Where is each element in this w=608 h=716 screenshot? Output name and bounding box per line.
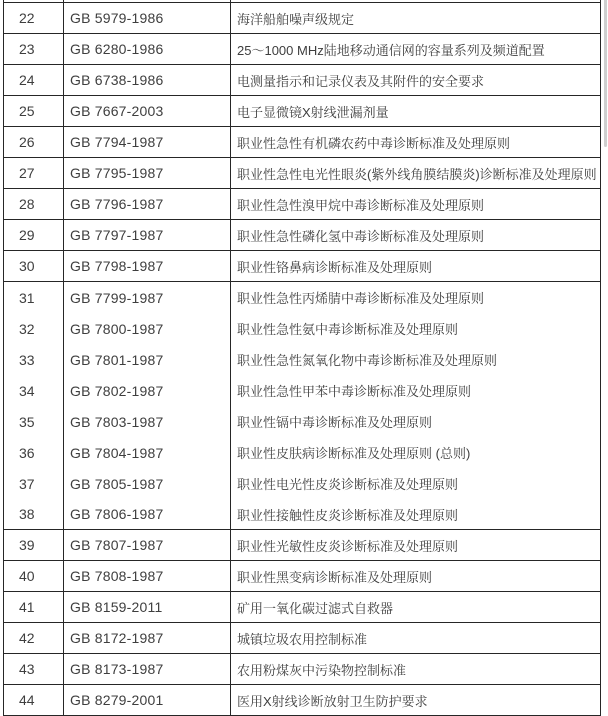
standard-title-cell: 医用X射线诊断放射卫生防护要求 [237,693,428,709]
standard-code-cell: GB 6280-1986 [64,34,231,64]
standard-code-cell: GB 7797-1987 [64,220,231,250]
table-row [4,220,600,251]
row-number-cell: 23 [4,34,64,64]
standard-code-cell: GB 7667-2003 [64,96,231,126]
row-number-cell: 29 [4,220,64,250]
standard-code-cell: GB 7804-1987 [64,437,231,468]
row-number-cell: 43 [4,654,64,684]
table-row [4,654,600,685]
standard-title-cell: 电子显微镜X射线泄漏剂量 [237,104,389,120]
row-number-cell: 22 [4,3,64,33]
row-number-cell: 27 [4,158,64,188]
standard-code-cell: GB 7807-1987 [64,530,231,560]
standard-title-cell: 矿用一氧化碳过滤式自救器 [237,600,394,616]
standard-code-cell: GB 7808-1987 [64,561,231,591]
table-row [4,282,600,313]
row-number-cell: 35 [4,406,64,437]
table-row [4,158,600,189]
standard-code-cell: GB 6738-1986 [64,65,231,95]
standard-code-cell [64,0,231,2]
table-row [4,499,600,530]
table-row [4,406,600,437]
standard-code-cell: GB 7805-1987 [64,468,231,499]
standard-title-cell: 职业性急性有机磷农药中毒诊断标准及处理原则 [237,135,511,151]
table-row [4,623,600,654]
standard-code-cell: GB 7803-1987 [64,406,231,437]
standard-code-cell: GB 5979-1986 [64,3,231,33]
row-number-cell: 37 [4,468,64,499]
row-number-cell: 25 [4,96,64,126]
standard-code-cell: GB 8159-2011 [64,592,231,622]
standard-code-cell: GB 8172-1987 [64,623,231,653]
standard-title-cell: 城镇垃圾农用控制标准 [237,631,368,647]
table-row [4,561,600,592]
row-number-cell: 28 [4,189,64,219]
table-body [4,3,600,716]
standard-title-cell: 职业性急性电光性眼炎(紫外线角膜结膜炎)诊断标准及处理原则 [237,166,597,182]
standard-title-cell: 职业性皮肤病诊断标准及处理原则 (总则) [237,446,471,461]
table-row [4,530,600,561]
row-number-cell: 39 [4,530,64,560]
table-row [4,96,600,127]
standard-code-cell: GB 8279-2001 [64,685,231,715]
row-number-cell: 36 [4,437,64,468]
table-row [4,65,600,96]
standard-title-cell [231,0,600,2]
standard-title-cell: 职业性急性丙烯腈中毒诊断标准及处理原则 [237,291,485,306]
standard-code-cell: GB 7802-1987 [64,375,231,406]
standard-title-cell: 职业性光敏性皮炎诊断标准及处理原则 [237,538,459,554]
row-number-cell: 26 [4,127,64,157]
standard-code-cell: GB 7806-1987 [64,499,231,529]
table-row [4,313,600,344]
table-row [4,251,600,282]
standard-code-cell: GB 7794-1987 [64,127,231,157]
table-row [4,3,600,34]
standard-code-cell: GB 7799-1987 [64,282,231,313]
row-number-cell: 34 [4,375,64,406]
standard-title-cell: 职业性电光性皮炎诊断标准及处理原则 [237,477,459,492]
table-row [4,127,600,158]
scrollbar-thumb[interactable] [604,0,607,147]
standard-title-cell: 职业性接触性皮炎诊断标准及处理原则 [237,507,459,523]
standard-code-cell: GB 8173-1987 [64,654,231,684]
row-number-cell [4,0,64,2]
row-number-cell: 38 [4,499,64,529]
standard-title-cell: 职业性铬鼻病诊断标准及处理原则 [237,259,433,275]
standard-title-cell: 职业性急性甲苯中毒诊断标准及处理原则 [237,384,472,399]
row-number-cell: 33 [4,344,64,375]
table-row [4,468,600,499]
table-row [4,189,600,220]
row-number-cell: 31 [4,282,64,313]
standard-title-cell: 25～1000 MHz陆地移动通信网的容量系列及频道配置 [237,42,545,58]
standard-title-cell: 职业性镉中毒诊断标准及处理原则 [237,415,433,430]
standard-title-cell: 海洋船舶噪声级规定 [237,11,355,27]
standard-title-cell: 职业性急性氨中毒诊断标准及处理原则 [237,322,459,337]
table-row [4,34,600,65]
standard-title-cell: 职业性急性溴甲烷中毒诊断标准及处理原则 [237,197,485,213]
standard-code-cell: GB 7801-1987 [64,344,231,375]
standard-code-cell: GB 7800-1987 [64,313,231,344]
table-row [4,344,600,375]
standard-title-cell: 职业性急性磷化氢中毒诊断标准及处理原则 [237,228,485,244]
standard-code-cell: GB 7795-1987 [64,158,231,188]
standard-title-cell: 农用粉煤灰中污染物控制标准 [237,662,407,678]
table-row [4,685,600,716]
standards-table [3,0,601,716]
table-row [4,592,600,623]
standard-title-cell: 职业性黑变病诊断标准及处理原则 [237,569,433,585]
standard-code-cell: GB 7798-1987 [64,251,231,281]
row-number-cell: 44 [4,685,64,715]
table-row [4,437,600,468]
row-number-cell: 41 [4,592,64,622]
row-number-cell: 24 [4,65,64,95]
row-number-cell: 42 [4,623,64,653]
standard-code-cell: GB 7796-1987 [64,189,231,219]
standard-title-cell: 职业性急性氮氧化物中毒诊断标准及处理原则 [237,353,498,368]
standard-title-cell: 电测量指示和记录仪表及其附件的安全要求 [237,73,485,89]
row-number-cell: 32 [4,313,64,344]
row-number-cell: 30 [4,251,64,281]
row-number-cell: 40 [4,561,64,591]
table-row [4,375,600,406]
